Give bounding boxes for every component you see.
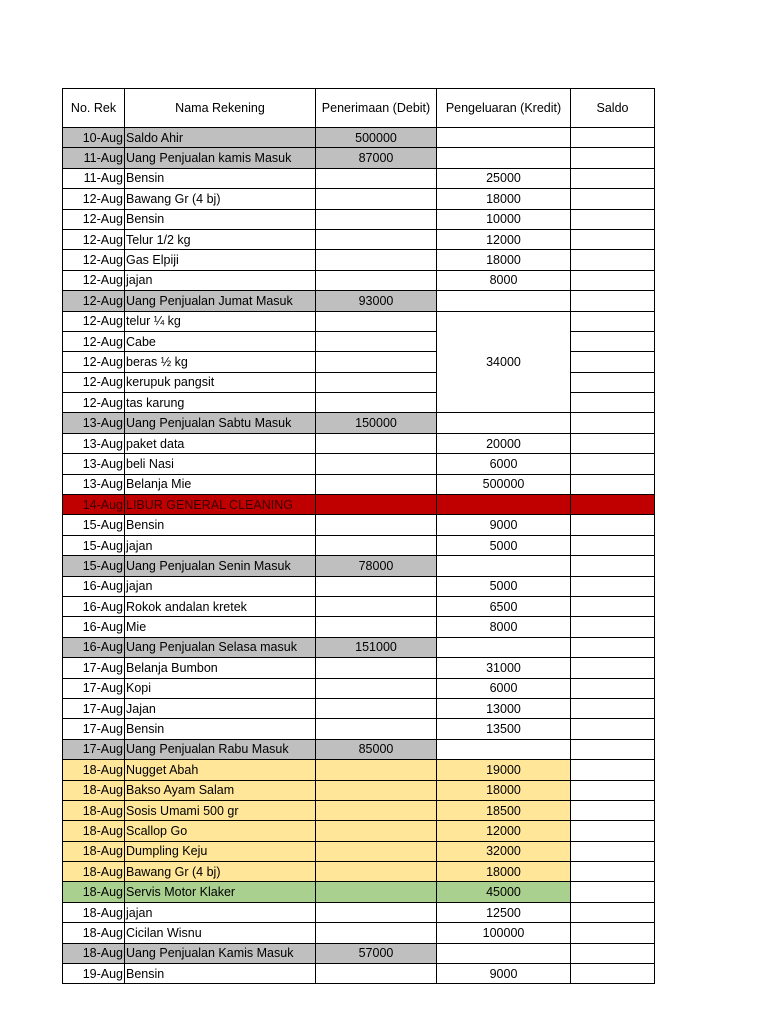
row-account-name: Bensin	[125, 515, 316, 535]
row-account-name: Bakso Ayam Salam	[125, 780, 316, 800]
row-saldo	[571, 168, 655, 188]
row-account-name: Belanja Mie	[125, 474, 316, 494]
row-saldo	[571, 556, 655, 576]
table-row	[63, 678, 655, 698]
row-date: 18-Aug	[63, 862, 125, 882]
table-row	[63, 270, 655, 290]
table-row	[63, 556, 655, 576]
table-row	[63, 433, 655, 453]
row-account-name: beli Nasi	[125, 454, 316, 474]
row-saldo	[571, 882, 655, 902]
row-saldo	[571, 678, 655, 698]
row-debit	[316, 168, 437, 188]
row-account-name: paket data	[125, 433, 316, 453]
row-date: 12-Aug	[63, 331, 125, 351]
row-credit	[437, 413, 571, 433]
table-row	[63, 658, 655, 678]
row-debit	[316, 760, 437, 780]
row-account-name: Servis Motor Klaker	[125, 882, 316, 902]
row-debit: 57000	[316, 943, 437, 963]
table-row	[63, 148, 655, 168]
header-pengeluaran-kredit: Pengeluaran (Kredit)	[437, 89, 571, 128]
row-saldo	[571, 515, 655, 535]
row-account-name: Mie	[125, 617, 316, 637]
row-saldo	[571, 372, 655, 392]
row-debit	[316, 902, 437, 922]
row-debit	[316, 209, 437, 229]
row-credit: 20000	[437, 433, 571, 453]
table-row	[63, 454, 655, 474]
row-debit: 78000	[316, 556, 437, 576]
row-saldo	[571, 617, 655, 637]
row-date: 12-Aug	[63, 291, 125, 311]
table-row	[63, 311, 655, 331]
row-date: 18-Aug	[63, 882, 125, 902]
row-credit: 25000	[437, 168, 571, 188]
row-credit	[437, 291, 571, 311]
row-debit: 85000	[316, 739, 437, 759]
row-credit: 6500	[437, 596, 571, 616]
row-date: 16-Aug	[63, 617, 125, 637]
table-row	[63, 841, 655, 861]
row-saldo	[571, 229, 655, 249]
row-debit	[316, 841, 437, 861]
row-credit: 9000	[437, 515, 571, 535]
table-row	[63, 637, 655, 657]
row-credit	[437, 495, 571, 515]
row-account-name: Cicilan Wisnu	[125, 923, 316, 943]
row-date: 16-Aug	[63, 637, 125, 657]
row-account-name: Kopi	[125, 678, 316, 698]
row-date: 12-Aug	[63, 250, 125, 270]
row-credit: 13000	[437, 698, 571, 718]
row-debit	[316, 352, 437, 372]
row-saldo	[571, 780, 655, 800]
row-date: 18-Aug	[63, 800, 125, 820]
table-row	[63, 943, 655, 963]
row-saldo	[571, 739, 655, 759]
row-date: 16-Aug	[63, 576, 125, 596]
row-credit	[437, 556, 571, 576]
row-account-name: Uang Penjualan Rabu Masuk	[125, 739, 316, 759]
row-debit: 87000	[316, 148, 437, 168]
row-credit: 18500	[437, 800, 571, 820]
row-saldo	[571, 495, 655, 515]
row-saldo	[571, 148, 655, 168]
table-row	[63, 739, 655, 759]
row-saldo	[571, 800, 655, 820]
table-row	[63, 596, 655, 616]
header-saldo: Saldo	[571, 89, 655, 128]
row-debit	[316, 474, 437, 494]
row-credit: 18000	[437, 862, 571, 882]
row-credit: 500000	[437, 474, 571, 494]
ledger-table	[62, 88, 655, 984]
row-account-name: jajan	[125, 576, 316, 596]
row-saldo	[571, 719, 655, 739]
row-date: 19-Aug	[63, 964, 125, 984]
row-debit	[316, 780, 437, 800]
table-row	[63, 535, 655, 555]
row-account-name: Bensin	[125, 964, 316, 984]
row-credit	[437, 739, 571, 759]
row-credit: 6000	[437, 678, 571, 698]
row-account-name: Uang Penjualan Sabtu Masuk	[125, 413, 316, 433]
row-credit: 9000	[437, 964, 571, 984]
row-saldo	[571, 352, 655, 372]
row-debit	[316, 229, 437, 249]
row-debit	[316, 658, 437, 678]
row-credit: 18000	[437, 780, 571, 800]
row-date: 13-Aug	[63, 433, 125, 453]
row-saldo	[571, 311, 655, 331]
row-account-name: Sosis Umami 500 gr	[125, 800, 316, 820]
row-date: 15-Aug	[63, 515, 125, 535]
row-saldo	[571, 128, 655, 148]
row-saldo	[571, 841, 655, 861]
row-date: 18-Aug	[63, 902, 125, 922]
row-account-name: LIBUR GENERAL CLEANING	[125, 495, 316, 515]
row-saldo	[571, 943, 655, 963]
row-saldo	[571, 535, 655, 555]
row-saldo	[571, 474, 655, 494]
row-date: 12-Aug	[63, 229, 125, 249]
row-date: 13-Aug	[63, 454, 125, 474]
row-credit: 19000	[437, 760, 571, 780]
row-date: 12-Aug	[63, 393, 125, 413]
row-debit: 150000	[316, 413, 437, 433]
row-account-name: Gas Elpiji	[125, 250, 316, 270]
row-date: 17-Aug	[63, 698, 125, 718]
table-row	[63, 964, 655, 984]
row-debit: 500000	[316, 128, 437, 148]
row-account-name: Scallop Go	[125, 821, 316, 841]
table-row	[63, 189, 655, 209]
row-account-name: Uang Penjualan Selasa masuk	[125, 637, 316, 657]
row-debit	[316, 964, 437, 984]
row-date: 15-Aug	[63, 556, 125, 576]
row-credit: 12000	[437, 821, 571, 841]
row-account-name: Saldo Ahir	[125, 128, 316, 148]
table-row	[63, 576, 655, 596]
row-account-name: Nugget Abah	[125, 760, 316, 780]
row-credit: 12500	[437, 902, 571, 922]
row-date: 17-Aug	[63, 719, 125, 739]
row-account-name: Bensin	[125, 209, 316, 229]
row-date: 12-Aug	[63, 209, 125, 229]
table-row	[63, 800, 655, 820]
row-credit: 5000	[437, 535, 571, 555]
row-account-name: tas karung	[125, 393, 316, 413]
row-saldo	[571, 637, 655, 657]
row-debit	[316, 311, 437, 331]
table-row	[63, 617, 655, 637]
row-account-name: jajan	[125, 535, 316, 555]
row-date: 18-Aug	[63, 780, 125, 800]
row-saldo	[571, 209, 655, 229]
header-no-rek: No. Rek	[63, 89, 125, 128]
row-date: 18-Aug	[63, 943, 125, 963]
row-account-name: Uang Penjualan kamis Masuk	[125, 148, 316, 168]
row-saldo	[571, 270, 655, 290]
row-debit	[316, 821, 437, 841]
header-nama-rekening: Nama Rekening	[125, 89, 316, 128]
row-date: 12-Aug	[63, 270, 125, 290]
row-account-name: Rokok andalan kretek	[125, 596, 316, 616]
row-saldo	[571, 698, 655, 718]
row-credit: 10000	[437, 209, 571, 229]
row-debit	[316, 515, 437, 535]
table-row	[63, 902, 655, 922]
table-row	[63, 923, 655, 943]
row-credit: 100000	[437, 923, 571, 943]
table-row	[63, 719, 655, 739]
row-credit: 18000	[437, 189, 571, 209]
row-debit	[316, 617, 437, 637]
row-account-name: Uang Penjualan Jumat Masuk	[125, 291, 316, 311]
table-row	[63, 474, 655, 494]
row-credit	[437, 148, 571, 168]
row-saldo	[571, 923, 655, 943]
row-date: 18-Aug	[63, 760, 125, 780]
table-row	[63, 128, 655, 148]
row-date: 12-Aug	[63, 311, 125, 331]
row-saldo	[571, 964, 655, 984]
row-date: 18-Aug	[63, 821, 125, 841]
row-date: 16-Aug	[63, 596, 125, 616]
row-saldo	[571, 862, 655, 882]
row-credit: 45000	[437, 882, 571, 902]
row-date: 17-Aug	[63, 678, 125, 698]
row-account-name: jajan	[125, 270, 316, 290]
row-date: 13-Aug	[63, 474, 125, 494]
table-row	[63, 698, 655, 718]
table-row	[63, 515, 655, 535]
table-row	[63, 250, 655, 270]
row-date: 17-Aug	[63, 658, 125, 678]
row-debit	[316, 923, 437, 943]
row-credit: 34000	[437, 311, 571, 413]
ledger-body	[63, 128, 655, 984]
row-debit	[316, 800, 437, 820]
row-date: 17-Aug	[63, 739, 125, 759]
row-debit	[316, 250, 437, 270]
row-date: 12-Aug	[63, 189, 125, 209]
row-debit	[316, 495, 437, 515]
row-debit	[316, 372, 437, 392]
row-credit: 32000	[437, 841, 571, 861]
table-row	[63, 229, 655, 249]
row-debit: 93000	[316, 291, 437, 311]
row-debit	[316, 331, 437, 351]
table-row	[63, 209, 655, 229]
row-debit	[316, 433, 437, 453]
row-debit	[316, 719, 437, 739]
row-account-name: kerupuk pangsit	[125, 372, 316, 392]
row-saldo	[571, 454, 655, 474]
row-saldo	[571, 760, 655, 780]
row-date: 18-Aug	[63, 923, 125, 943]
row-saldo	[571, 658, 655, 678]
row-debit: 151000	[316, 637, 437, 657]
table-row	[63, 882, 655, 902]
row-date: 15-Aug	[63, 535, 125, 555]
table-row	[63, 291, 655, 311]
row-saldo	[571, 433, 655, 453]
table-row	[63, 862, 655, 882]
row-saldo	[571, 189, 655, 209]
row-saldo	[571, 413, 655, 433]
row-account-name: Telur 1/2 kg	[125, 229, 316, 249]
row-date: 10-Aug	[63, 128, 125, 148]
row-saldo	[571, 331, 655, 351]
row-account-name: Bensin	[125, 719, 316, 739]
row-debit	[316, 535, 437, 555]
row-credit: 5000	[437, 576, 571, 596]
row-date: 14-Aug	[63, 495, 125, 515]
row-credit: 18000	[437, 250, 571, 270]
row-debit	[316, 862, 437, 882]
row-date: 12-Aug	[63, 352, 125, 372]
row-account-name: Dumpling Keju	[125, 841, 316, 861]
row-date: 13-Aug	[63, 413, 125, 433]
row-credit: 8000	[437, 270, 571, 290]
row-saldo	[571, 596, 655, 616]
row-account-name: beras ½ kg	[125, 352, 316, 372]
row-account-name: Bawang Gr (4 bj)	[125, 189, 316, 209]
row-account-name: Uang Penjualan Senin Masuk	[125, 556, 316, 576]
row-saldo	[571, 576, 655, 596]
row-date: 11-Aug	[63, 148, 125, 168]
row-credit	[437, 943, 571, 963]
row-account-name: Jajan	[125, 698, 316, 718]
row-account-name: Bawang Gr (4 bj)	[125, 862, 316, 882]
table-row	[63, 413, 655, 433]
row-credit: 13500	[437, 719, 571, 739]
row-debit	[316, 393, 437, 413]
row-saldo	[571, 902, 655, 922]
row-account-name: Uang Penjualan Kamis Masuk	[125, 943, 316, 963]
table-row	[63, 821, 655, 841]
row-credit: 8000	[437, 617, 571, 637]
row-saldo	[571, 250, 655, 270]
row-date: 18-Aug	[63, 841, 125, 861]
row-debit	[316, 678, 437, 698]
row-date: 11-Aug	[63, 168, 125, 188]
row-debit	[316, 576, 437, 596]
row-account-name: Bensin	[125, 168, 316, 188]
row-debit	[316, 454, 437, 474]
row-credit: 31000	[437, 658, 571, 678]
table-row	[63, 760, 655, 780]
row-debit	[316, 882, 437, 902]
table-row	[63, 168, 655, 188]
row-credit	[437, 128, 571, 148]
row-credit	[437, 637, 571, 657]
row-credit: 12000	[437, 229, 571, 249]
row-account-name: Cabe	[125, 331, 316, 351]
row-debit	[316, 270, 437, 290]
header-penerimaan-debit: Penerimaan (Debit)	[316, 89, 437, 128]
row-debit	[316, 189, 437, 209]
row-credit: 6000	[437, 454, 571, 474]
row-date: 12-Aug	[63, 372, 125, 392]
row-account-name: jajan	[125, 902, 316, 922]
row-saldo	[571, 821, 655, 841]
row-account-name: telur ¼ kg	[125, 311, 316, 331]
table-row	[63, 495, 655, 515]
row-saldo	[571, 393, 655, 413]
row-debit	[316, 596, 437, 616]
header-row	[63, 89, 655, 128]
row-debit	[316, 698, 437, 718]
row-saldo	[571, 291, 655, 311]
row-account-name: Belanja Bumbon	[125, 658, 316, 678]
table-row	[63, 780, 655, 800]
